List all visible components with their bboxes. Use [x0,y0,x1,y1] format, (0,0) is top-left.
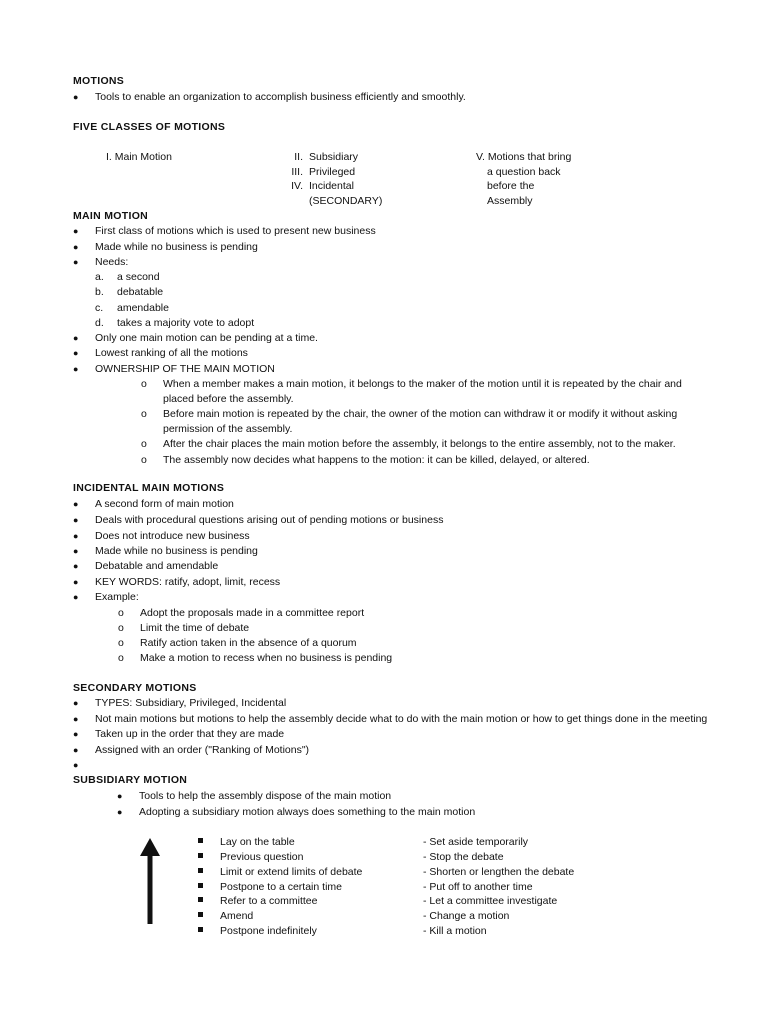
ranking-effect: - Let a committee investigate [423,895,558,907]
square-bullet-icon [198,868,203,873]
subsidiary-heading: SUBSIDIARY MOTION [73,774,188,786]
list-marker: d. [95,317,104,329]
bullet-icon: ● [73,745,79,755]
class-item-text: Incidental [309,180,354,192]
bullet-icon: ● [73,92,79,102]
ranking-motion: Postpone indefinitely [220,925,317,937]
bullet-icon: ● [73,698,79,708]
list-item-text: Not main motions but motions to help the assembly decide what to do with the main motion or how to get things done in the meeting [95,713,708,725]
roman-numeral: IV. [291,180,303,192]
ranking-effect: - Stop the debate [423,851,504,863]
class-v-line: V. Motions that bring [476,151,572,163]
bullet-icon: ● [73,242,79,252]
ranking-effect: - Change a motion [423,910,510,922]
list-item-text: Deals with procedural questions arising out of pending motions or business [95,514,444,526]
ranking-effect: - Put off to another time [423,881,533,893]
circle-bullet-icon: o [118,622,124,634]
ownership-item-text: The assembly now decides what happens to the motion: it can be killed, delayed, or altered. [163,454,590,466]
roman-numeral: II. [294,151,303,163]
class-item-text: Privileged [309,166,356,178]
ownership-item-text: Before main motion is repeated by the chair, the owner of the motion can withdraw it or modify it without asking [163,408,678,420]
bullet-icon: ● [73,531,79,541]
list-item-text: Adopting a subsidiary motion always does something to the main motion [139,806,476,818]
ranking-motion: Previous question [220,851,304,863]
needs-item-text: takes a majority vote to adopt [117,317,255,329]
arrow-shaft [148,854,153,924]
list-item-text: Made while no business is pending [95,545,258,557]
square-bullet-icon [198,883,203,888]
bullet-icon: ● [73,592,79,602]
circle-bullet-icon: o [118,607,124,619]
bullet-icon: ● [117,807,123,817]
bullet-icon: ● [73,561,79,571]
list-item-text: Tools to enable an organization to accomplish business efficiently and smoothly. [95,91,466,103]
ranking-motion: Refer to a committee [220,895,318,907]
ranking-effect: - Kill a motion [423,925,487,937]
list-item-text: Taken up in the order that they are made [95,728,285,740]
ranking-motion: Lay on the table [220,836,295,848]
ownership-item-text: After the chair places the main motion before the assembly, it belongs to the entire assembly, not to the maker. [163,438,676,450]
list-item-text: First class of motions which is used to present new business [95,225,376,237]
bullet-icon: ● [73,333,79,343]
class-main-motion: I. Main Motion [106,151,172,163]
circle-bullet-icon: o [141,454,147,466]
class-item-text: (SECONDARY) [309,195,383,207]
square-bullet-icon [198,927,203,932]
square-bullet-icon [198,853,203,858]
incidental-heading: INCIDENTAL MAIN MOTIONS [73,482,225,494]
needs-item-text: debatable [117,286,164,298]
arrow-head [140,838,160,856]
needs-item-text: a second [117,271,160,283]
ranking-motion: Amend [220,910,254,922]
list-marker: b. [95,286,104,298]
bullet-icon: ● [73,226,79,236]
example-item-text: Ratify action taken in the absence of a quorum [140,637,357,649]
list-item-text: KEY WORDS: ratify, adopt, limit, recess [95,576,281,588]
ownership-item-continuation: placed before the assembly. [163,393,294,405]
example-item-text: Adopt the proposals made in a committee report [140,607,365,619]
needs-item-text: amendable [117,302,169,314]
list-item-text: Only one main motion can be pending at a time. [95,332,318,344]
list-marker: a. [95,271,104,283]
class-v-line: a question back [487,166,561,178]
list-item-text: Made while no business is pending [95,241,258,253]
class-v-line: Assembly [487,195,533,207]
circle-bullet-icon: o [141,378,147,390]
list-item-text: Assigned with an order ("Ranking of Motions") [95,744,310,756]
bullet-icon: ● [73,257,79,267]
list-item-text: Debatable and amendable [95,560,219,572]
square-bullet-icon [198,912,203,917]
ranking-effect: - Set aside temporarily [423,836,529,848]
bullet-icon: ● [73,515,79,525]
list-marker: c. [95,302,104,314]
bullet-icon: ● [73,348,79,358]
list-item-text: A second form of main motion [95,498,234,510]
ranking-motion: Limit or extend limits of debate [220,866,363,878]
circle-bullet-icon: o [141,408,147,420]
list-item-text: TYPES: Subsidiary, Privileged, Incidental [95,697,287,709]
bullet-icon: ● [73,364,79,374]
example-item-text: Make a motion to recess when no business is pending [140,652,393,664]
square-bullet-icon [198,897,203,902]
bullet-icon: ● [73,760,79,770]
ownership-item-continuation: permission of the assembly. [163,423,293,435]
ranking-motion: Postpone to a certain time [220,881,342,893]
five-classes-heading: FIVE CLASSES OF MOTIONS [73,121,226,133]
list-item-text: Needs: [95,256,129,268]
list-item-text: Example: [95,591,139,603]
circle-bullet-icon: o [118,637,124,649]
class-item-text: Subsidiary [309,151,359,163]
circle-bullet-icon: o [141,438,147,450]
rank-up-arrow-icon [136,838,164,924]
bullet-icon: ● [73,729,79,739]
ownership-item-text: When a member makes a main motion, it belongs to the maker of the motion until it is repeated by the chair and [163,378,682,390]
circle-bullet-icon: o [118,652,124,664]
class-v-line: before the [487,180,535,192]
list-item-text: Tools to help the assembly dispose of the main motion [139,790,392,802]
ranking-effect: - Shorten or lengthen the debate [423,866,575,878]
list-item-text: Lowest ranking of all the motions [95,347,248,359]
bullet-icon: ● [73,714,79,724]
list-item-text: OWNERSHIP OF THE MAIN MOTION [95,363,275,375]
bullet-icon: ● [117,791,123,801]
bullet-icon: ● [73,499,79,509]
square-bullet-icon [198,838,203,843]
main-motion-heading: MAIN MOTION [73,210,149,222]
example-item-text: Limit the time of debate [140,622,250,634]
motions-heading: MOTIONS [73,75,125,87]
roman-numeral: III. [291,166,303,178]
bullet-icon: ● [73,577,79,587]
secondary-heading: SECONDARY MOTIONS [73,682,197,694]
bullet-icon: ● [73,546,79,556]
list-item-text: Does not introduce new business [95,530,250,542]
